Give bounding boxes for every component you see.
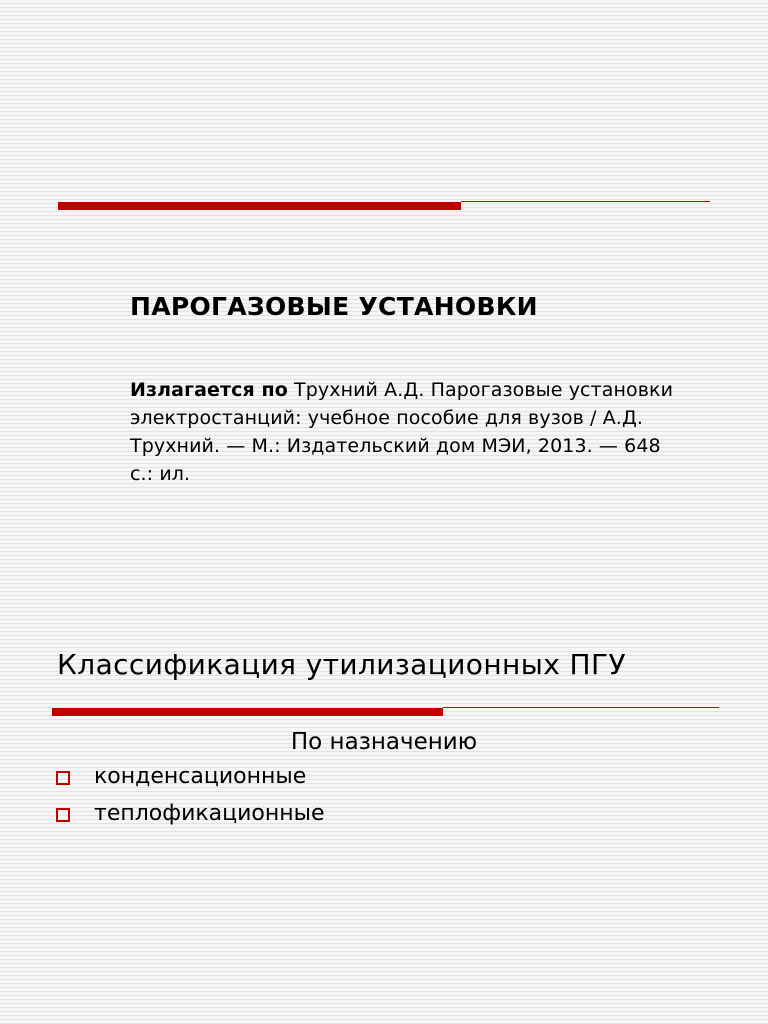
slide-heading: Классификация утилизационных ПГУ	[57, 648, 626, 681]
list-item-label: конденсационные	[94, 764, 307, 789]
divider-thick-bar	[58, 202, 461, 210]
reference-lead: Излагается по	[130, 379, 288, 401]
divider-thin-line	[461, 201, 710, 202]
source-reference	[130, 376, 690, 488]
divider-thin-line	[443, 707, 719, 708]
list-item-label: теплофикационные	[94, 801, 325, 826]
divider-thick-bar	[52, 708, 443, 716]
reference-text: Трухний А.Д. Парогазовые установки электростанций: учебное пособие для вузов / А.Д. Трухний. — М.: Издательский дом МЭИ, 2013. — 648 с.: ил.	[130, 379, 674, 485]
classification-subheading: По назначению	[290, 729, 478, 755]
hollow-square-bullet-icon	[56, 808, 70, 822]
slide-classification	[0, 600, 768, 1024]
presentation-title: ПАРОГАЗОВЫЕ УСТАНОВКИ	[130, 292, 538, 321]
hollow-square-bullet-icon	[56, 771, 70, 785]
title-divider	[58, 201, 710, 211]
heading-divider	[52, 707, 719, 717]
